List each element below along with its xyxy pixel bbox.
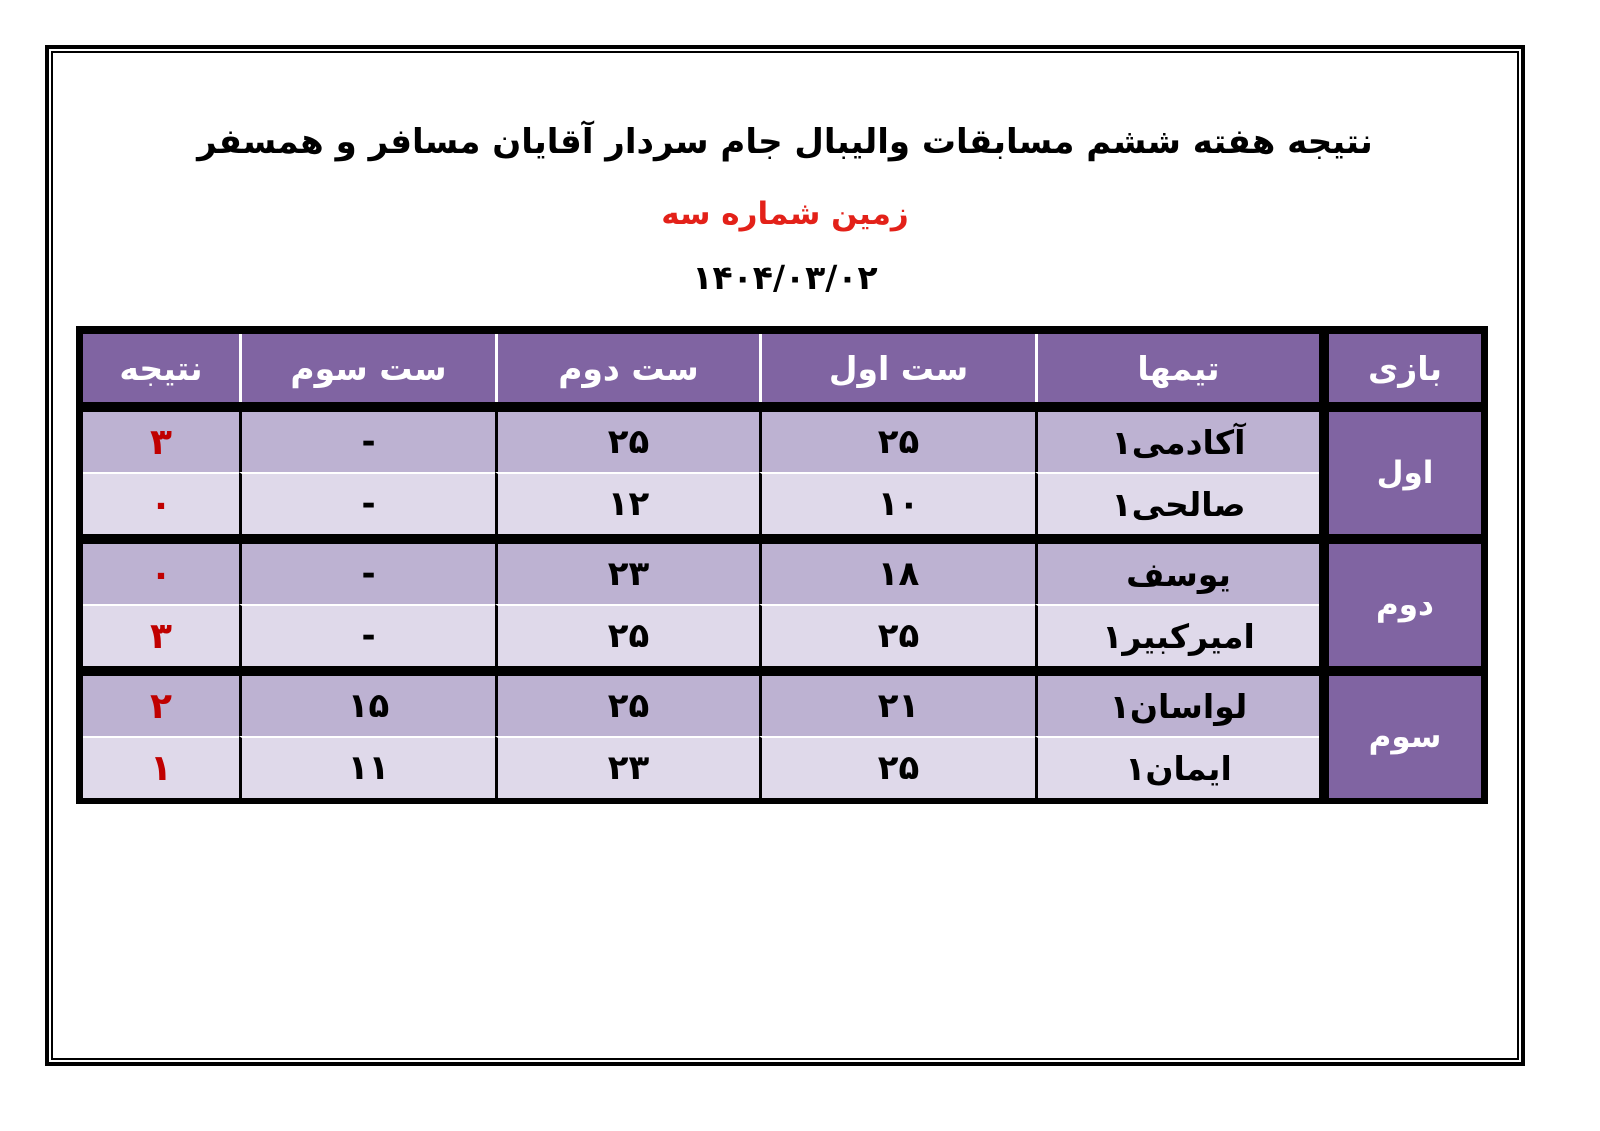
page-title: نتیجه هفته ششم مسابقات والیبال جام سردار آقایان مسافر و همسفر	[197, 122, 1373, 162]
match-result: ۱	[83, 736, 239, 798]
table-row	[83, 544, 1481, 604]
set3-score: -	[239, 412, 495, 472]
column-header-game: بازی	[1319, 334, 1481, 402]
team-name: صالحی۱	[1035, 472, 1319, 534]
set2-score: ۲۳	[495, 544, 759, 604]
set1-score: ۲۱	[759, 676, 1035, 736]
game-label: دوم	[1319, 544, 1481, 666]
game-label: اول	[1319, 412, 1481, 534]
game-label: سوم	[1319, 676, 1481, 798]
team-name: یوسف	[1035, 544, 1319, 604]
results-table-frame	[76, 326, 1488, 804]
team-name: ایمان۱	[1035, 736, 1319, 798]
table-row	[83, 604, 1481, 666]
set3-score: -	[239, 544, 495, 604]
row-separator	[83, 666, 1481, 676]
set3-score: -	[239, 604, 495, 666]
results-table	[83, 334, 1481, 798]
set3-score: ۱۱	[239, 736, 495, 798]
team-name: آکادمی۱	[1035, 412, 1319, 472]
match-result: ۲	[83, 676, 239, 736]
table-row	[83, 736, 1481, 798]
set3-score: -	[239, 472, 495, 534]
match-result: ۳	[83, 604, 239, 666]
match-date: ۱۴۰۴/۰۳/۰۲	[692, 258, 878, 297]
column-header-result: نتیجه	[83, 334, 239, 402]
team-name: لواسان۱	[1035, 676, 1319, 736]
set1-score: ۲۵	[759, 412, 1035, 472]
set1-score: ۲۵	[759, 736, 1035, 798]
court-subtitle: زمین شماره سه	[661, 196, 909, 232]
table-row	[83, 472, 1481, 534]
column-header-set1: ست اول	[759, 334, 1035, 402]
column-header-set3: ست سوم	[239, 334, 495, 402]
row-separator	[83, 534, 1481, 544]
set2-score: ۲۳	[495, 736, 759, 798]
match-result: ۳	[83, 412, 239, 472]
column-header-teams: تیمها	[1035, 334, 1319, 402]
table-row	[83, 412, 1481, 472]
set2-score: ۲۵	[495, 604, 759, 666]
row-separator	[83, 402, 1481, 412]
match-result: ۰	[83, 472, 239, 534]
set1-score: ۲۵	[759, 604, 1035, 666]
set2-score: ۱۲	[495, 472, 759, 534]
match-result: ۰	[83, 544, 239, 604]
team-name: امیرکبیر۱	[1035, 604, 1319, 666]
set3-score: ۱۵	[239, 676, 495, 736]
set1-score: ۱۸	[759, 544, 1035, 604]
set2-score: ۲۵	[495, 412, 759, 472]
table-row	[83, 676, 1481, 736]
column-header-set2: ست دوم	[495, 334, 759, 402]
header-row	[83, 334, 1481, 402]
set1-score: ۱۰	[759, 472, 1035, 534]
set2-score: ۲۵	[495, 676, 759, 736]
